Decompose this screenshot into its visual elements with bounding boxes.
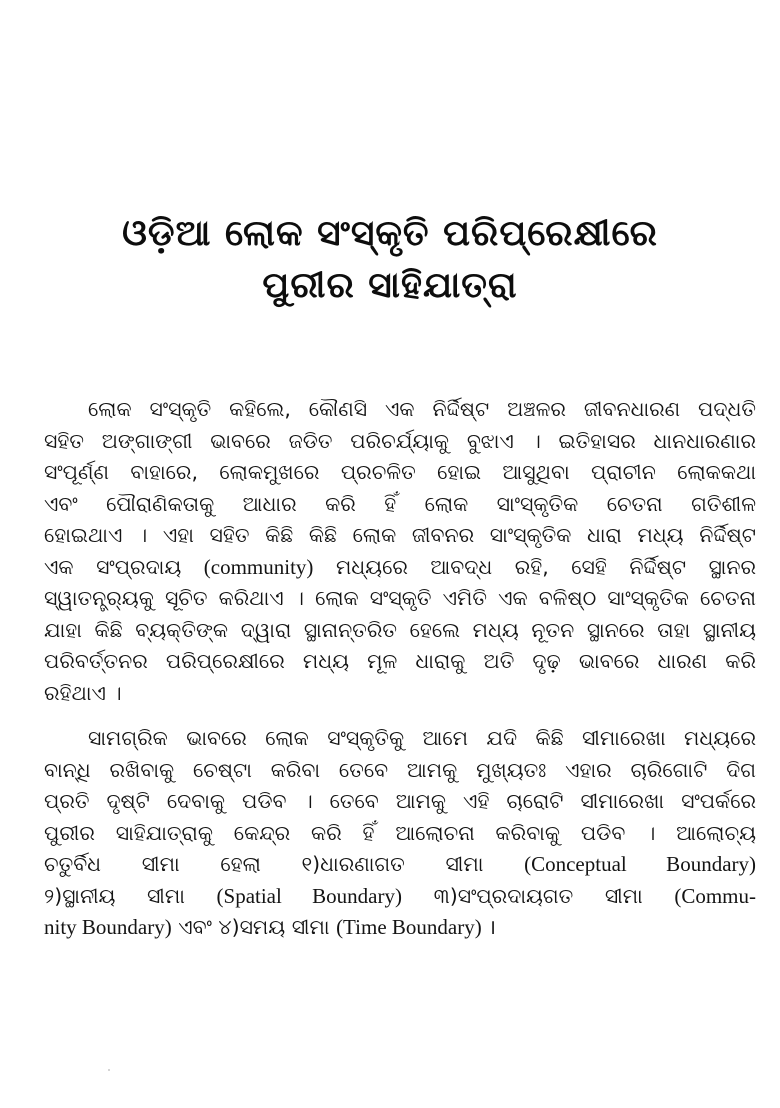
title-line-1: ଓଡ଼ିଆ ଲୋକ ସଂସ୍କୃତି ପରିପ୍ରେକ୍ଷୀରେ	[122, 213, 658, 254]
text-segment: ଏକ ସଂପ୍ରଦାୟ	[44, 554, 204, 579]
text-line	[44, 912, 756, 944]
text-line: ପୁରୀର ସାହିଯାତ୍ରାକୁ କେନ୍ଦ୍ର କରି ହିଁ ଆଲୋଚନା କରିବାକୁ ପଡିବ । ଆଲୋଚ୍ୟ	[44, 820, 756, 845]
scan-speck	[108, 1069, 110, 1071]
paragraph-1	[44, 394, 756, 709]
body-text	[44, 394, 756, 958]
text-line: ପ୍ରତି ଦୃଷ୍ଟି ଦେବାକୁ ପଡିବ । ତେବେ ଆମକୁ ଏହି ଚାରୋଟି ସୀମାରେଖା ସଂପର୍କରେ	[44, 789, 756, 813]
english-term: (community)	[203, 554, 314, 579]
english-term: (Conceptual Boundary)	[524, 852, 756, 876]
text-line: ସାମଗ୍ରିକ ଭାବରେ ଲୋକ ସଂସ୍କୃତିକୁ ଆମେ ଯଦି କିଛି ସୀମାରେଖା ମଧ୍ୟରେ	[88, 726, 756, 750]
text-segment: ୩)ସଂପ୍ରଦାୟଗତ ସୀମା	[402, 883, 675, 908]
text-segment: ।	[481, 915, 496, 939]
text-segment: ମଧ୍ୟରେ ଆବଦ୍ଧ ରହି, ସେହି ନିର୍ଦ୍ଦିଷ୍ଟ ସ୍ଥାନର	[313, 554, 756, 579]
text-segment: ୨)ସ୍ଥାନୀୟ ସୀମା	[44, 883, 217, 908]
text-line: ବାନ୍ଧି ରଖିବାକୁ ଚେଷ୍ଟା କରିବା ତେବେ ଆମକୁ ମୁଖ୍ୟତଃ ଏହାର ଚାରିଗୋଟି ଦିଗ	[44, 757, 756, 782]
text-line: ସହିତ ଅଙ୍ଗାଙ୍ଗୀ ଭାବରେ ଜଡିତ ପରିଚର୍ଯ୍ୟାକୁ ବୁଝାଏ । ଇତିହାସର ଧାନଧାରଣାର	[44, 428, 756, 453]
text-line: ହୋଇଥାଏ । ଏହା ସହିତ କିଛି କିଛି ଲୋକ ଜୀବନର ସାଂସ୍କୃତିକ ଧାରା ମଧ୍ୟ ନିର୍ଦ୍ଦିଷ୍ଟ	[44, 523, 756, 547]
text-line: ରହିଥାଏ ।	[44, 680, 122, 705]
text-line	[44, 849, 756, 881]
title-line-2: ପୁରୀର ସାହିଯାତ୍ରା	[262, 265, 518, 306]
text-line: ସ୍ୱାତନ୍ତ୍ର୍ୟକୁ ସୂଚିତ କରିଥାଏ । ଲୋକ ସଂସ୍କୃତି ଏମିତି ଏକ ବଳିଷ୍ଠ ସାଂସ୍କୃତିକ ଚେତନା	[44, 586, 756, 610]
english-term: (Time Boundary)	[336, 915, 482, 939]
text-line: ଯାହା କିଛି ବ୍ୟକ୍ତିଙ୍କ ଦ୍ୱାରା ସ୍ଥାନାନ୍ତରିତ ହେଲେ ମଧ୍ୟ ନୂତନ ସ୍ଥାନରେ ତାହା ସ୍ଥାନୀୟ	[44, 617, 756, 642]
text-line: ଲୋକ ସଂସ୍କୃତି କହିଲେ, କୌଣସି ଏକ ନିର୍ଦ୍ଦିଷ୍ଟ ଅଞ୍ଚଳର ଜୀବନଧାରଣ ପଦ୍ଧତି	[88, 397, 756, 421]
text-line: ପରିବର୍ତ୍ତନର ପରିପ୍ରେକ୍ଷୀରେ ମଧ୍ୟ ମୂଳ ଧାରାକୁ ଅତି ଦୃଢ଼ ଭାବରେ ଧାରଣ କରି	[44, 649, 756, 673]
text-segment: ଚତୁର୍ବିଧ ସୀମା ହେଲା ୧)ଧାରଣାଗତ ସୀମା	[44, 852, 525, 876]
text-line: ସଂପୂର୍ଣ୍ଣ ବାହାରେ, ଲୋକମୁଖରେ ପ୍ରଚଳିତ ହୋଇ ଆସୁଥିବା ପ୍ରାଚୀନ ଲୋକକଥା	[44, 460, 756, 484]
text-line: ଏବଂ ପୌରାଣିକତାକୁ ଆଧାର କରି ହିଁ ଲୋକ ସାଂସ୍କୃତିକ ଚେତନା ଗତିଶୀଳ	[44, 491, 756, 516]
english-term: nity Boundary)	[44, 915, 172, 939]
english-term: (Spatial Boundary)	[216, 883, 402, 908]
text-line	[44, 881, 756, 913]
text-line	[44, 552, 756, 584]
paragraph-2	[44, 723, 756, 944]
english-term: (Commu-	[674, 883, 757, 908]
page-title	[60, 208, 720, 312]
text-segment: ଏବଂ ୪)ସମୟ ସୀମା	[171, 915, 337, 939]
